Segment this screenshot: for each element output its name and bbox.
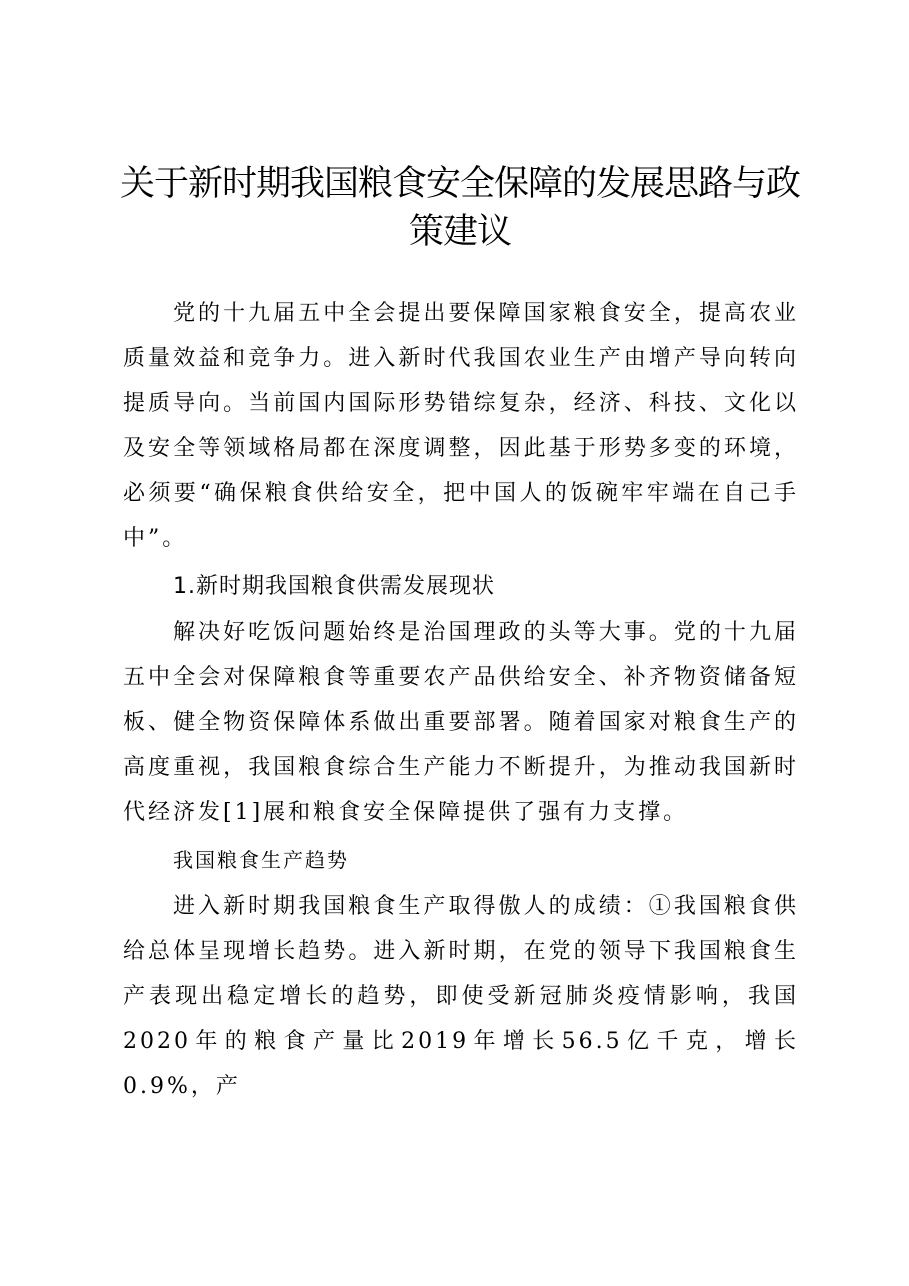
document-title: 关于新时期我国粮食安全保障的发展思路与政策建议 (119, 164, 800, 252)
document-body (123, 291, 799, 1109)
subsection-heading: 我国粮食生产趋势 (173, 848, 349, 872)
section-paragraph: 解决好吃饭问题始终是治国理政的头等大事。党的十九届五中全会对保障粮食等重要农产品供给安全、补齐物资储备短板、健全物资保障体系做出重要部署。随着国家对粮食生产的高度重视，我国粮食综合生产能力不断提升，为推动我国新时代经济发[1]展和粮食安全保障提供了强有力支撑。 (123, 620, 799, 825)
subsection-paragraph: 进入新时期我国粮食生产取得傲人的成绩：①我国粮食供给总体呈现增长趋势。进入新时期，在党的领导下我国粮食生产表现出稳定增长的趋势，即使受新冠肺炎疫情影响，我国2020年的粮食产量比2019年增长56.5亿千克，增长0.9%，产 (123, 894, 799, 1099)
intro-paragraph: 党的十九届五中全会提出要保障国家粮食安全，提高农业质量效益和竞争力。进入新时代我国农业生产由增产导向转向提质导向。当前国内国际形势错综复杂，经济、科技、文化以及安全等领域格局都在深度调整，因此基于形势多变的环境，必须要“确保粮食供给安全，把中国人的饭碗牢牢端在自己手中”。 (123, 301, 799, 551)
section-heading: 1.新时期我国粮食供需发展现状 (173, 574, 495, 599)
